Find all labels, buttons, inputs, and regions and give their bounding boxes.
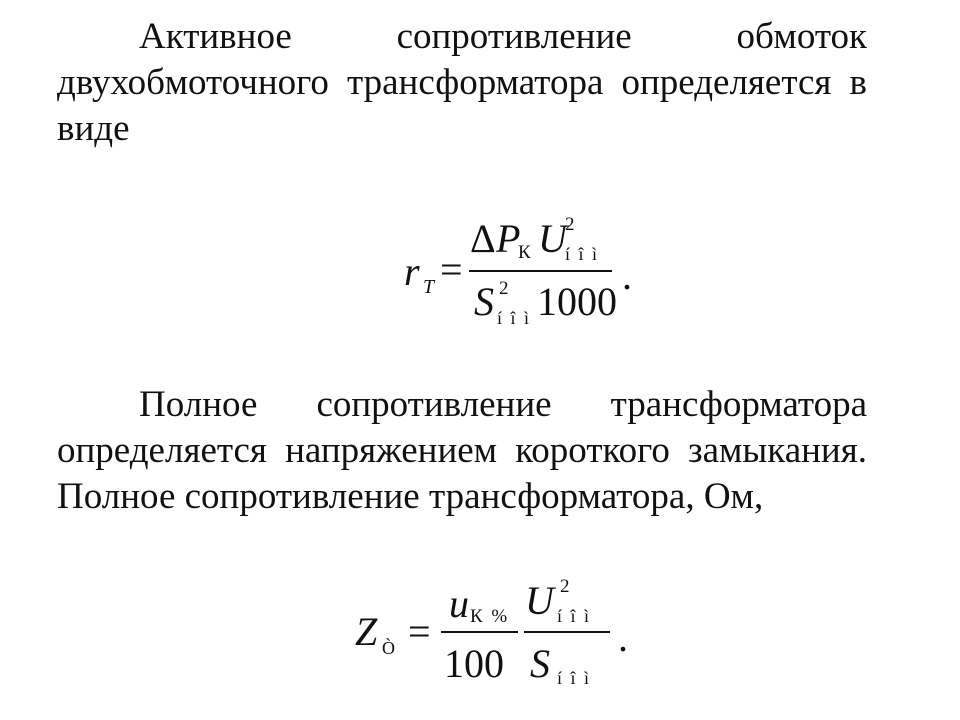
formula2-U-subscript: í î ì bbox=[557, 606, 592, 626]
formula2-lhs-subscript: Ò bbox=[382, 638, 397, 658]
formula2-lhs-Z: Z bbox=[355, 609, 378, 654]
formula1-period: . bbox=[622, 253, 632, 298]
formula2-constant: 100 bbox=[444, 641, 504, 686]
formula1-U-subscript: í î ì bbox=[565, 244, 600, 264]
formula2-u-subscript: К % bbox=[470, 606, 510, 627]
paragraph-text: Полное сопротивление трансформатора определяется напряжением короткого замыкания. Полное сопротивление трансформатора, Ом, bbox=[57, 384, 867, 517]
formula1-U-superscript: 2 bbox=[565, 214, 575, 235]
formula1-lhs-r: r bbox=[404, 249, 420, 294]
formula2-S-subscript: í î ì bbox=[557, 668, 592, 688]
formula2-U-superscript: 2 bbox=[560, 576, 570, 597]
formula1-U: U bbox=[538, 216, 567, 261]
paragraph-active-resistance bbox=[57, 14, 867, 152]
formula2-fraction-bar-1 bbox=[441, 631, 518, 633]
formula1-constant: 1000 bbox=[537, 279, 617, 324]
formula1-equals: = bbox=[440, 247, 463, 292]
formula2-U: U bbox=[525, 578, 554, 623]
formula2-S: S bbox=[530, 641, 550, 686]
formula1-lhs-subscript: T bbox=[423, 276, 437, 298]
formula1-P-subscript: К bbox=[518, 242, 533, 263]
formula2-equals: = bbox=[408, 609, 431, 654]
paragraph-full-resistance bbox=[57, 382, 867, 520]
formula2-u: u bbox=[449, 581, 469, 626]
formula2-fraction-bar-2 bbox=[524, 631, 610, 633]
paragraph-text: Активное сопротивление обмоток двухобмоточного трансформатора определяется в виде bbox=[57, 16, 867, 149]
formula2-period: . bbox=[618, 615, 628, 660]
formula1-S-superscript: 2 bbox=[499, 278, 509, 299]
formula1-delta: Δ bbox=[470, 216, 496, 261]
formula1-P: P bbox=[496, 216, 521, 261]
formula1-S: S bbox=[474, 279, 494, 324]
formula1-S-subscript: í î ì bbox=[497, 308, 532, 328]
formula1-fraction-bar bbox=[469, 270, 612, 272]
